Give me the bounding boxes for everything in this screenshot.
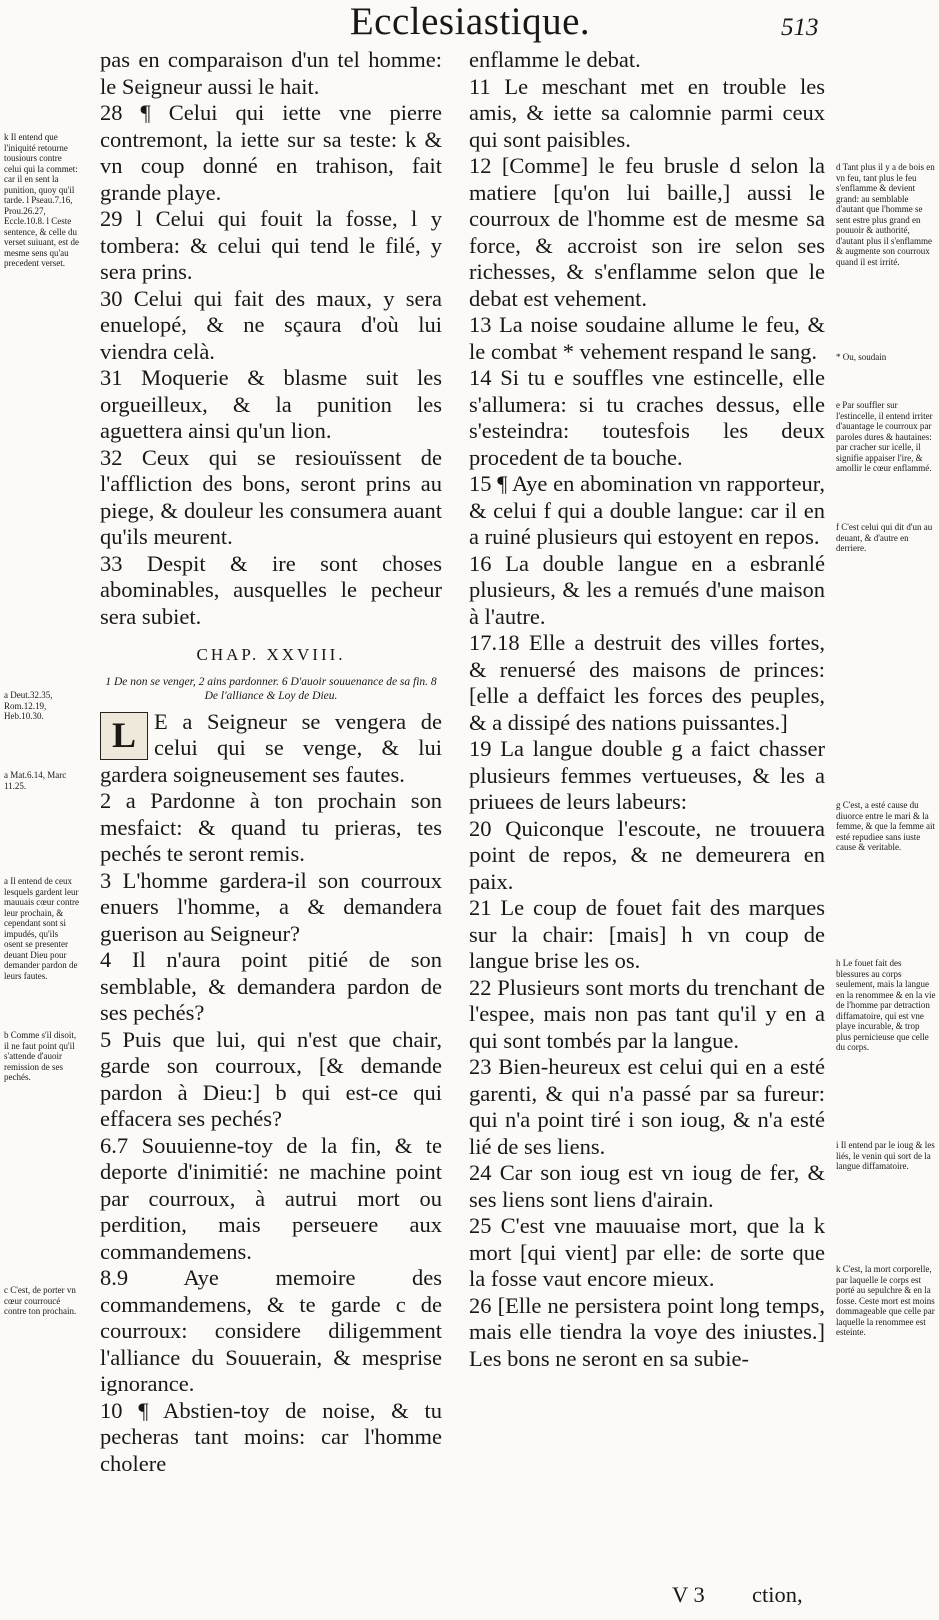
verse-paragraph: 24 Car son ioug est vn ioug de fer, & ses liens sont liens d'airain. [469,1160,825,1212]
margin-note: k Il entend que l'iniquité retourne tousiours contre celui qui la commet: car il en sent la punition, quoy qu'il tarde. l Pseau.7.16, Prou.26.27, Eccle.10.8. l Ceste sentence, & celle du verset suiuant, est de mesme sens qu'au precedent verset. [4,132,79,268]
verse-paragraph: 33 Despit & ire sont choses abominables, ausquelles le pecheur sera subiet. [100,550,442,629]
margin-note: c C'est, de porter vn cœur courroucé contre ton prochain. [4,1285,77,1316]
verse-paragraph: 3 L'homme gardera-il son courroux enuers l'homme, a & demandera guerison au Seigneur? [100,867,442,946]
verse-paragraph: 16 La double langue en a esbranlé plusieurs, & les a remués d'une maison à l'autre. [469,550,825,629]
verse-paragraph: 23 Bien-heureux est celui qui en a esté garenti, & qui n'a passé par sa fureur: qui n'a point tiré i son ioug, & n'a esté lié de ses liens. [469,1054,825,1159]
margin-note: g C'est, a esté cause du diuorce entre le mari & la femme, & que la femme ait esté repudiee sans iuste cause & veritable. [836,800,935,852]
signature-mark: V 3 [672,1582,705,1607]
verse-paragraph: E a Seigneur se vengera de celui qui se venge, & lui gardera soigneusement ses fautes. [100,708,442,787]
margin-note: * Ou, soudain [836,352,887,362]
verse-paragraph: 12 [Comme] le feu brusle d selon la matiere [qu'on lui baille,] aussi le courroux de l'homme est de mesme sa force, & accroist son ire selon ses richesses, & s'enflamme selon que le debat est vehement. [469,153,825,311]
margin-note: k C'est, la mort corporelle, par laquelle le corps est porté au sepulchre & en la fosse. Ceste mort est moins dommageable que celle par laquelle la renommee est esteinte. [836,1264,935,1337]
margin-note: h Le fouet fait des blessures au corps seulement, mais la langue en la renommee & en la vie de l'homme par detraction diffamatoire, qui est vne playe incurable, & trop plus pernicieuse que celle du corps. [836,958,936,1052]
margin-note: a Mat.6.14, Marc 11.25. [4,770,67,791]
margin-note: f C'est celui qui dit d'un au deuant, & d'autre en derriere. [836,522,933,553]
verse-paragraph: enflamme le debat. [469,47,641,72]
verse-paragraph: 25 C'est vne mauuaise mort, que la k mort [qui vient] par elle: de sorte que la fosse vaut encore mieux. [469,1213,825,1291]
verse-paragraph: 15 ¶ Aye en abomination vn rapporteur, & celui f qui a double langue: car il en a ruiné plusieurs qui estoyent en repos. [469,471,825,549]
margin-note: i Il entend par le ioug & les liés, le venin qui sort de la langue diffamatoire. [836,1140,935,1171]
chapter-heading: CHAP. XXVIII. [196,645,346,664]
margin-note: b Comme s'il disoit, il ne faut point qu'il s'attende d'auoir remission de ses pechés. [4,1030,77,1082]
verse-paragraph: 21 Le coup de fouet fait des marques sur la chair: [mais] h vn coup de langue brise les os. [469,895,825,973]
margin-note: e Par souffler sur l'estincelle, il entend irriter d'auantage le courroux par paroles dures & hautaines: par cracher sur icelle, il signifie appaiser l'ire, & amollir le cœur enflammé. [836,400,933,473]
left-column [100,47,442,1477]
verse-paragraph: 13 La noise soudaine allume le feu, & le combat * vehement respand le sang. [469,312,825,364]
drop-cap-initial: L [100,712,148,760]
verse-paragraph: 31 Moquerie & blasme suit les orgueilleux, & la punition les aguettera ainsi qu'un lion. [100,365,442,443]
chapter-summary: 1 De non se venger, 2 ains pardonner. 6 D'auoir souuenance de sa fin. 8 De l'alliance & Loy de Dieu. [105,675,437,702]
verse-paragraph: 4 Il n'aura point pitié de son semblable, & demandera pardon de ses pechés? [100,947,442,1025]
verse-paragraph: 29 l Celui qui fouit la fosse, l y tombera: & celui qui tend le filé, y sera prins. [100,206,442,284]
verse-paragraph: 32 Ceux qui se resiouïssent de l'affliction des bons, seront prins au piege, & douleur les consumera auant qu'ils meurent. [100,444,442,549]
verse-paragraph: 14 Si tu e souffles vne estincelle, elle s'allumera: si tu craches dessus, elle s'esteindra: toutesfois les deux procedent de ta bouche. [469,365,825,470]
verse-paragraph: 30 Celui qui fait des maux, y sera enuelopé, & ne sçaura d'où lui viendra celà. [100,285,442,364]
verse-paragraph: 26 [Elle ne persistera point long temps, mais elle tiendra la voye des iniustes.] Les bons ne seront en sa subie- [469,1292,825,1371]
verse-paragraph: 22 Plusieurs sont morts du trenchant de l'espee, mais non pas tant qu'il y en a qui sont tombés par la langue. [469,974,825,1053]
verse-paragraph: 6.7 Souuienne-toy de la fin, & te deporte d'inimitié: ne machine point par courroux, à autrui mort ou perdition, mais perseuere aux commandemens. [100,1132,442,1264]
catchword: ction, [752,1582,803,1607]
right-column [469,47,825,1372]
verse-paragraph: pas en comparaison d'un tel homme: le Seigneur aussi le hait. [100,47,442,99]
verse-paragraph: 2 a Pardonne à ton prochain son mesfaict: & quand tu prieras, tes pechés te seront remis. [100,788,442,866]
margin-note: a Deut.32.35, Rom.12.19, Heb.10.30. [4,690,53,721]
verse-paragraph: 20 Quiconque l'escoute, ne trouuera point de repos, & ne demeurera en paix. [469,815,825,894]
verse-paragraph: 5 Puis que lui, qui n'est que chair, garde son courroux, [& demande pardon à Dieu:] b qui est-ce qui effacera ses pechés? [100,1026,442,1131]
margin-note: a Il entend de ceux lesquels gardent leur mauuais cœur contre leur prochain, & cependant sont si impudés, qu'ils osent se presenter deuant Dieu pour demander pardon de leurs fautes. [4,876,79,981]
verse-paragraph: 28 ¶ Celui qui iette vne pierre contremont, la iette sur sa teste: k & vn coup donné en trahison, fait grande playe. [100,100,442,205]
page-number: 513 [781,14,819,41]
verse-paragraph: 10 ¶ Abstien-toy de noise, & tu pecheras tant moins: car l'homme cholere [100,1397,442,1476]
verse-paragraph: 8.9 Aye memoire des commandemens, & te garde c de courroux: considere diligemment l'alliance du Souuerain, & mesprise ignorance. [100,1265,442,1396]
page-title: Ecclesiastique. [349,0,591,43]
margin-note: d Tant plus il y a de bois en vn feu, tant plus le feu s'enflamme & devient grand: au semblable d'autant que l'homme se sent estre plus grand en pouuoir & authorité, d'autant plus il s'enflamme & augmente son courroux quand il est irrité. [836,162,935,267]
verse-paragraph: 19 La langue double g a faict chasser plusieurs femmes vertueuses, & les a priuees de leurs labeurs: [469,736,825,814]
verse-paragraph: 11 Le meschant met en trouble les amis, & iette sa calomnie parmi ceux qui sont paisibles. [469,73,825,152]
verse-paragraph: 17.18 Elle a destruit des villes fortes, & renuersé des maisons de princes: [elle a deffaict les forces des peuples, & a dissipé des nations puissantes.] [469,630,825,735]
